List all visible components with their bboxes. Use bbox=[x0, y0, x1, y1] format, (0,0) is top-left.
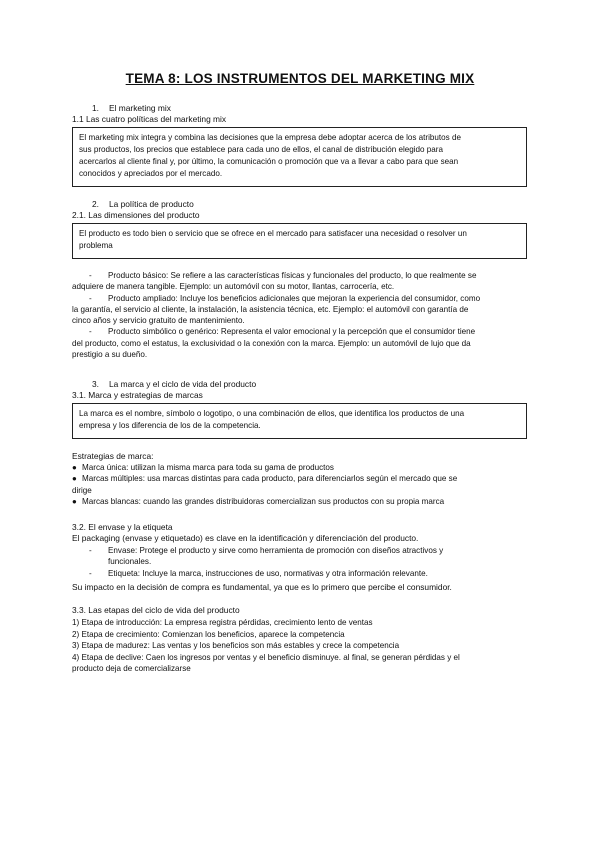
item-line: Etiqueta: Incluye la marca, instrucciones de uso, normativas y otra información relevante. bbox=[108, 568, 428, 578]
item-line: Envase: Protege el producto y sirve como herramienta de promoción con diseños atractivos y bbox=[108, 546, 444, 555]
dash-marker: - bbox=[89, 271, 92, 280]
product-dimensions-list bbox=[72, 270, 532, 360]
box-line: problema bbox=[79, 241, 113, 250]
list-item bbox=[72, 568, 532, 579]
item-line: Marcas blancas: cuando las grandes distribuidoras comercializan sus productos con su propia marca bbox=[82, 496, 445, 506]
brand-strategies-list bbox=[72, 462, 532, 507]
stage-line: 4) Etapa de declive: Caen los ingresos por ventas y el beneficio disminuye. al final, se generan pérdidas y el bbox=[72, 652, 460, 662]
definition-box-marketing-mix bbox=[72, 127, 527, 187]
packaging-outro: Su impacto en la decisión de compra es fundamental, ya que es lo primero que percibe el consumidor. bbox=[72, 582, 452, 592]
box-line: acercarlos al cliente final y, por último, la comunicación o promoción que va a llevar a cabo para que sean bbox=[79, 157, 459, 166]
dash-marker: - bbox=[89, 568, 92, 578]
section-3-heading: La marca y el ciclo de vida del producto bbox=[109, 379, 257, 389]
dash-marker: - bbox=[89, 293, 92, 303]
item-line: prestigio a su dueño. bbox=[72, 350, 148, 360]
section-2-1-subheading: 2.1. Las dimensiones del producto bbox=[72, 210, 200, 220]
bullet-marker: ● bbox=[72, 474, 77, 484]
item-line: Marcas múltiples: usa marcas distintas para cada producto, para diferenciarlos según el mercado que se bbox=[82, 474, 458, 484]
box-line: El producto es todo bien o servicio que se ofrece en el mercado para satisfacer una necesidad o resolver un bbox=[79, 229, 467, 238]
list-item bbox=[72, 545, 532, 568]
life-cycle-stages-list bbox=[72, 617, 532, 675]
stage-line: 3) Etapa de madurez: Las ventas y los beneficios son más estables y crece la competencia bbox=[72, 641, 400, 651]
item-line: dirige bbox=[72, 485, 92, 495]
list-item bbox=[72, 462, 532, 473]
item-line: Producto simbólico o genérico: Representa el valor emocional y la percepción que el consumidor tiene bbox=[108, 327, 476, 337]
item-line: funcionales. bbox=[108, 557, 152, 567]
section-1-heading: El marketing mix bbox=[109, 103, 171, 113]
list-item bbox=[72, 473, 532, 496]
stage-line: 1) Etapa de introducción: La empresa registra pérdidas, crecimiento lento de ventas bbox=[72, 618, 373, 627]
box-line: empresa y los diferencia de los de la competencia. bbox=[79, 421, 261, 430]
section-3-2-subheading: 3.2. El envase y la etiqueta bbox=[72, 522, 173, 532]
item-line: del producto, como el estatus, la exclusividad o la conexión con la marca. Ejemplo: un automóvil de lujo que da bbox=[72, 338, 471, 348]
section-2-number: 2. bbox=[92, 199, 99, 209]
item-line: la garantía, el servicio al cliente, la instalación, la asistencia técnica, etc. Ejemplo: el automóvil con garantía de bbox=[72, 304, 469, 314]
box-line: sus productos, los precios que establece para cada uno de ellos, el canal de distribución elegido para bbox=[79, 145, 444, 154]
box-line: El marketing mix integra y combina las decisiones que la empresa debe adoptar acerca de los atributos de bbox=[79, 133, 461, 142]
brand-strategies-heading: Estrategias de marca: bbox=[72, 451, 154, 461]
section-3-number: 3. bbox=[92, 379, 99, 389]
list-item bbox=[72, 270, 532, 293]
definition-box-marca bbox=[72, 403, 527, 439]
section-3-3-subheading: 3.3. Las etapas del ciclo de vida del producto bbox=[72, 605, 240, 615]
list-item bbox=[72, 326, 532, 360]
packaging-list bbox=[72, 545, 532, 579]
box-line: La marca es el nombre, símbolo o logotipo, o una combinación de ellos, que identifica los productos de una bbox=[79, 409, 465, 418]
section-2-heading: La política de producto bbox=[109, 199, 194, 209]
section-1-number: 1. bbox=[92, 103, 99, 113]
item-line: Producto básico: Se refiere a las características físicas y funcionales del producto, lo que realmente se bbox=[108, 271, 477, 280]
document-title: TEMA 8: LOS INSTRUMENTOS DEL MARKETING MIX bbox=[125, 71, 475, 86]
definition-box-producto bbox=[72, 223, 527, 259]
box-line: conocidos y apreciados por el mercado. bbox=[79, 169, 223, 178]
dash-marker: - bbox=[89, 546, 92, 555]
item-line: Marca única: utilizan la misma marca para toda su gama de productos bbox=[82, 463, 334, 472]
section-1-1-subheading: 1.1 Las cuatro políticas del marketing mix bbox=[72, 114, 227, 124]
bullet-marker: ● bbox=[72, 463, 77, 472]
list-item bbox=[72, 496, 532, 507]
packaging-intro: El packaging (envase y etiquetado) es clave en la identificación y diferenciación del producto. bbox=[72, 533, 419, 543]
stage-line: producto deja de comercializarse bbox=[72, 664, 191, 674]
item-line: cinco años y servicio gratuito de mantenimiento. bbox=[72, 316, 245, 326]
section-3-1-subheading: 3.1. Marca y estrategias de marcas bbox=[72, 390, 203, 400]
stage-line: 2) Etapa de crecimiento: Comienzan los beneficios, aparece la competencia bbox=[72, 629, 345, 639]
item-line: adquiere de manera tangible. Ejemplo: un automóvil con su motor, llantas, carrocería, etc. bbox=[72, 282, 395, 292]
item-line: Producto ampliado: Incluye los beneficios adicionales que mejoran la experiencia del consumidor, como bbox=[108, 293, 481, 303]
bullet-marker: ● bbox=[72, 496, 77, 506]
dash-marker: - bbox=[89, 327, 92, 337]
list-item bbox=[72, 293, 532, 327]
